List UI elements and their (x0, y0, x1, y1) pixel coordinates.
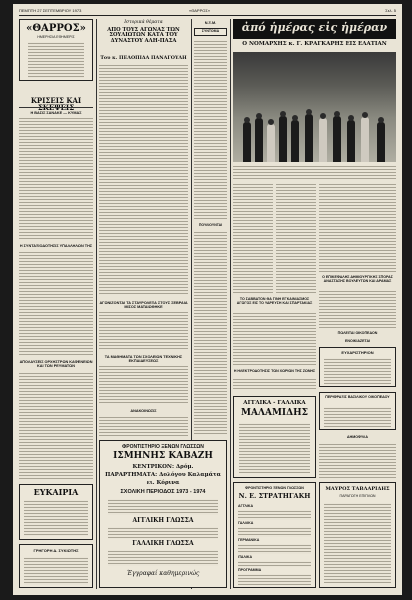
bottom-ad (19, 544, 93, 588)
notice-text (319, 443, 396, 479)
photo-person (377, 122, 385, 162)
article-text (276, 183, 316, 295)
article-kicker: Ιστορικά θέματα (124, 20, 163, 25)
ad-text (324, 503, 391, 583)
article-title: ΑΠΟΛΑΥΣΕΙΣ ΟΡΧΗΣΤΡΩΝ ΚΑΦΕΝΕΙΩΝ ΚΑΙ ΤΩΝ ΡΕΥΜΑΤΩΝ (19, 360, 93, 368)
land-notice (319, 392, 396, 430)
article-text (194, 231, 227, 436)
header-date: ΠΕΜΠΤΗ 27 ΣΕΠΤΕΜΒΡΙΟΥ 1973 (19, 8, 82, 13)
ad-text (239, 423, 310, 473)
article-text (99, 416, 188, 436)
ad-line: ει. Κόρινα (146, 480, 180, 486)
column-label: ΠΟΥΛΙΟΥΝΤΑΙ (198, 223, 223, 227)
malamidis-language-ad (233, 396, 316, 478)
ad-school-period: ΣΧΟΛΙΚΗ ΠΕΡΙΟΔΟΣ 1973 - 1974 (120, 489, 206, 495)
article-text (233, 378, 316, 390)
photo-person (347, 120, 355, 162)
article-text (319, 183, 396, 273)
header-title: «ΘΑΡΡΟΣ» (189, 8, 211, 13)
column-label-text: ΣΥΝΤΟΜΑ (201, 29, 220, 33)
photo-person (243, 122, 251, 162)
photo-headline: Ο ΝΟΜΑΡΧΗΣ κ. Γ. ΚΡΑΓΚΑΡΗΣ ΕΙΣ ΕΛΑΤΙΑΝ (242, 41, 387, 47)
photo-caption-text (233, 165, 396, 179)
ad-text (108, 550, 218, 566)
daily-banner (233, 19, 396, 39)
masthead-subtitle: ΗΜΕΡΗΣΙΑ ΕΦΗΜΕΡΙΣ (37, 35, 75, 39)
article-byline: Του κ. ΠΕΛΟΠΙΔΑ ΠΑΝΑΓΟΥΛΗ (100, 55, 187, 61)
ad-line: ΚΕΝΤΡΙΚΟΝ: Δρόμ. (132, 464, 194, 470)
ad-text (238, 574, 311, 585)
article-text (19, 117, 93, 240)
notice-text (324, 358, 391, 384)
running-header (19, 7, 396, 16)
news-photo (233, 52, 396, 162)
thanks-notice (319, 347, 396, 387)
ad-subject: ΓΕΡΜΑΝΙΚΑ (238, 538, 260, 542)
section-title: ΚΡΙΣΕΙΣ ΚΑΙ (30, 96, 82, 105)
ad-subject: ΠΡΟΓΡΑΜΜΑ (238, 568, 262, 572)
article-title: Η ΗΛΕΚΤΡΟΔΟΤΗΣΙΣ ΤΩΝ ΧΩΡΙΩΝ ΤΗΣ ΖΩΝΗΣ (233, 369, 316, 373)
strategaki-language-ad (233, 482, 316, 588)
ad-business-name: ΜΑΥΡΟΣ ΤΑΒΛΑΡΙΔΗΣ (325, 486, 390, 492)
column-label: Ν.Ξ.Μ. (204, 21, 217, 25)
small-ad-title: ΠΩΛΕΙΤΑΙ ΟΙΚΟΠΕΔΟΝ (337, 331, 378, 335)
article-title: ΑΓΩΝΙΖΟΝΤΑΙ ΤΑ ΣΤΑΥΡΟΛΕΞΑ ΣΤΟΥΣ ΣΕΒΡΑΙΑ ΜΙΣΟΣ ΜΑΤΑΙΩΘΗΚΕ (99, 301, 188, 309)
newspaper-page (13, 4, 402, 595)
article-text (233, 183, 273, 295)
masthead-box (19, 19, 93, 81)
main-headline: ΑΠΟ ΤΟΥΣ ΑΓΩΝΑΣ ΤΩΝ ΣΟΥΛΙΩΤΩΝ ΚΑΤΑ ΤΟΥ ΔΥΝΑΣΤΟΥ ΑΛΗ-ΠΑΣΑ (107, 27, 180, 44)
ad-subject: ΑΓΓΛΙΚΑ (238, 504, 254, 508)
ad-line: ΠΑΡΑΓΩΓΗ ΕΠΙΠΛΩΝ (339, 494, 376, 498)
bottom-ad-title: ΓΡΗΓΟΡΗ Δ. ΣΥΚΙΩΤΗΣ (33, 548, 79, 553)
article-text (99, 365, 188, 405)
article-text (19, 372, 93, 480)
ad-text (108, 527, 218, 539)
bottom-ad-text (24, 557, 88, 585)
notice-title: ΔΗΜΟΦΥΛΑ (347, 435, 368, 439)
daily-banner-title: ἀπό ἡμέρας εἰς ἡμέραν (241, 21, 388, 34)
article-title: ΤΑ ΜΑΘΗΜΑΤΑ ΤΩΝ ΣΧΟΛΕΙΩΝ ΤΕΧΝΙΚΗΣ ΕΚΠΑΙΔΕΥΣΕΩΣ (104, 355, 183, 363)
eukairia-title: ΕΥΚΑΙΡΙΑ (33, 487, 79, 497)
photo-person (319, 118, 327, 162)
ad-line: ΠΑΡΑΡΤΗΜΑΤΑ: Δολόγου Καλαμάτα (105, 472, 221, 478)
photo-person (267, 124, 275, 162)
column-rule (230, 19, 231, 589)
masthead-name: «ΘΑΡΡΟΣ» (26, 23, 86, 34)
photo-person (279, 116, 287, 162)
article-title: Η ΣΥΝΤΑΞΙΟΔΟΤΗΣΙΣ ΥΠΑΛΛΗΛΩΝ ΤΗΣ (19, 244, 93, 248)
article-text (319, 290, 396, 328)
article-title: ΑΝΑΚΟΙΝΩΣΙΣ (130, 409, 157, 413)
article-title: Η ΒΑΣΙΣ ΣΑΝΑΚΕ — ΚΥΜΑΣ (30, 111, 82, 115)
ad-english-heading: ΑΓΓΛΙΚΗ ΓΛΩΣΣΑ (132, 517, 194, 524)
ad-subject: ΓΑΛΛΙΚΑ (238, 521, 254, 525)
photo-person (255, 118, 263, 162)
article-text (194, 40, 227, 220)
header-page-number: Σελ. 5 (385, 8, 396, 13)
article-text (99, 64, 188, 296)
notice-text (324, 407, 391, 427)
kavazi-language-school-ad (99, 440, 227, 588)
article-title: ΤΟ ΣΑΒΒΑΤΟΝ ΘΑ ΓΙΝΗ ΕΓΚΑΙΝΙΑΣΜΟΣ ΑΓΩΓΟΣ ΕΙΣ ΤΟ ΥΔΡΕΥΣΗ ΚΑΙ ΣΠΑΡΤΑΚΙΑΣ (236, 297, 313, 305)
ad-line: ΦΡΟΝΤΙΣΤΗΡΙΟ ΞΕΝΩΝ ΓΛΩΣΣΩΝ (122, 444, 204, 450)
ad-text (238, 527, 311, 537)
ad-school-name: Ν. Ε. ΣΤΡΑΤΗΓΑΚΗ (238, 492, 311, 500)
article-text (19, 251, 93, 356)
masthead-details (28, 42, 84, 78)
notice-title: ΕΥΧΑΡΙΣΤΗΡΙΟΝ (341, 350, 374, 355)
column-rule (96, 19, 97, 589)
eukairia-ad (19, 484, 93, 540)
column-label-box (194, 28, 227, 36)
article-text (99, 311, 188, 351)
ad-subject: ΙΤΑΛΙΚΑ (238, 555, 253, 559)
ad-text (238, 510, 311, 520)
photo-person (333, 116, 341, 162)
photo-person (305, 114, 313, 162)
ad-text (108, 499, 218, 515)
ad-school-name: ΙΣΜΗΝΗΣ ΚΑΒΑΖΗ (113, 451, 213, 461)
ad-footer: Έγγραφαί καθημερινώς (126, 570, 200, 577)
article-text (233, 312, 316, 366)
photo-person (291, 120, 299, 162)
notice-title: ΕΝΟΙΚΙΑΖΕΤΑΙ (344, 339, 371, 343)
ad-school-name: ΜΑΛΑΜΙΔΗΣ (241, 408, 308, 418)
tavlaridis-ad (319, 482, 396, 588)
ad-line: ΑΓΓΛΙΚΑ - ΓΑΛΛΙΚΑ (243, 400, 306, 406)
notice-title: ΠΕΡΙΦΡΑΞΙΣ ΒΑΣΙΛΙΚΟΥ ΟΙΚΟΠΕΔΟΥ (325, 395, 390, 399)
ad-text (238, 544, 311, 554)
ad-line: ΦΡΟΝΤΙΣΤΗΡΙΟ ΞΕΝΩΝ ΓΛΩΣΣΩΝ (245, 486, 304, 490)
eukairia-text (24, 500, 88, 536)
article-title: Ο ΕΠΙΚΕΦΑΛΗΣ ΔΗΜΙΟΥΡΓΙΚΗΣ ΣΠΟΡΑΣ ΑΝΑΣΤΑΣΗΣ ΒΟΥΛΕΥΤΩΝ ΚΑΙ ΔΡΑΜΑΣ (322, 275, 393, 283)
ad-text (238, 561, 311, 567)
photo-person (361, 117, 369, 162)
ad-french-heading: ΓΑΛΛΙΚΗ ΓΛΩΣΣΑ (132, 540, 194, 547)
divider (19, 107, 93, 108)
